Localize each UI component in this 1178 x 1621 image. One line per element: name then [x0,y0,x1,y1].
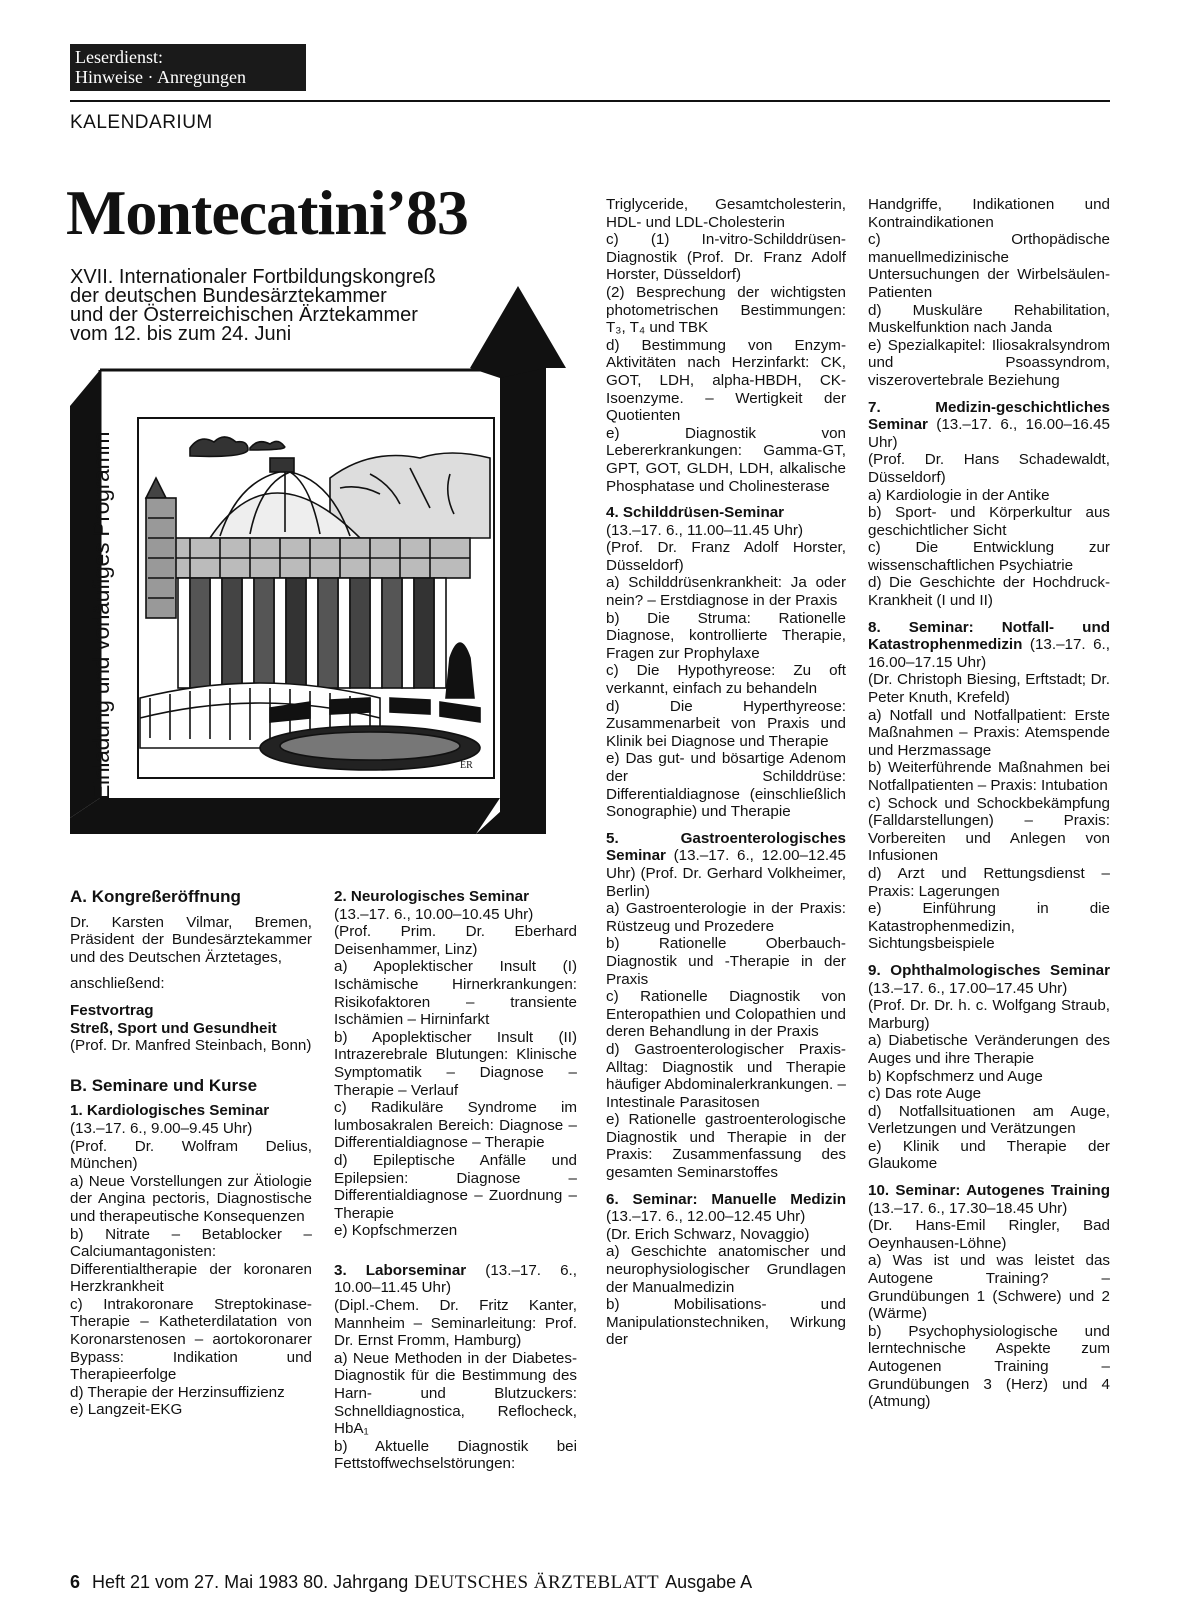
seminar-3-time: (13.–17. 6., 10.00–11.45 Uhr) [334,1261,577,1297]
opening-text: Dr. Karsten Vilmar, Bremen, Präsident der Bundesärztekammer und des Deutschen Ärztetages, [70,913,312,966]
seminar-8-heading: 8. Seminar: Notfall- und Katastrophenmedizin [868,618,1110,654]
keynote-title: Streß, Sport und Gesundheit [70,1019,277,1037]
seminar-line: e) Das gut- und bösartige Adenom der Schilddrüse: Differentialdiagnose (einschließlich Sonographie) und Therapie [606,750,846,821]
seminar-line: c) Radikuläre Syndrome im lumbosakralen Bereich: Diagnose – Differentialdiagnose – Therapie [334,1099,577,1152]
seminar-line: (13.–17. 6., 11.00–11.45 Uhr) [606,521,804,539]
seminar-line: c) Das rote Auge [868,1085,982,1103]
seminar-1-heading: 1. Kardiologisches Seminar [70,1102,270,1120]
header-rule [70,100,1110,102]
seminar-line: d) Die Geschichte der Hochdruck-Krankheit (I und II) [868,574,1110,610]
seminar-line: d) Epileptische Anfälle und Epilepsien: Diagnose – Differentialdiagnose – Zuordnung – Therapie [334,1151,577,1222]
seminar-line: c) Schock und Schockbekämpfung (Falldarstellungen) – Praxis: Vorbereiten und Anlegen von Infusionen [868,794,1110,865]
seminar-line: (Prof. Dr. Franz Adolf Horster, Düsseldorf) [606,539,846,574]
seminar-line: a) Neue Vorstellungen zur Ätiologie der Angina pectoris, Diagnostische und therapeutische Konsequenzen [70,1172,312,1225]
congress-subtitle [70,268,490,344]
magazine-name: DEUTSCHES ÄRZTEBLATT [414,1572,660,1593]
program-vertical-label: Einladung und vorläufiges Programm [88,431,114,800]
seminar-line: (13.–17. 6., 9.00–9.45 Uhr) [70,1119,253,1137]
seminar-6-heading: 6. Seminar: Manuelle Medizin [606,1190,846,1208]
seminar-9-time: (13.–17. 6., 17.00–17.45 Uhr) [868,979,1068,997]
seminar-6-time: (13.–17. 6., 12.00–12.45 Uhr) [606,1208,806,1226]
seminar-line: e) Langzeit-EKG [70,1401,183,1419]
subtitle-line: vom 12. bis zum 24. Juni [70,323,292,345]
seminar-line: c) Rationelle Diagnostik von Enteropathien und Colopathien und deren Behandlung in der Praxis [606,988,846,1041]
seminar-line: (Dr. Hans-Emil Ringler, Bad Oeynhausen-Löhne) [868,1217,1110,1252]
seminar-line: a) Apoplektischer Insult (I) Ischämische Hirnerkrankungen: Risikofaktoren – transiente Ischämien – Hirninfarkt [334,958,577,1029]
seminar-line: a) Gastroenterologie in der Praxis: Rüstzeug und Prozedere [606,900,846,935]
page-number: 6 [70,1572,81,1592]
seminar-line: (2) Besprechung der wichtigsten photometrischen Bestimmungen: T₃, T₄ und TBK [606,283,846,337]
subtitle-line: und der Österreichischen Ärztekammer [70,304,418,326]
badge-line-1: Leserdienst: [75,47,163,67]
section-b-heading: B. Seminare und Kurse [70,1075,258,1095]
seminar-line: b) Mobilisations- und Manipulationstechniken, Wirkung der [606,1296,846,1349]
subtitle-line: XVII. Internationaler Fortbildungskongreß [70,266,436,288]
seminar-line: d) Therapie der Herzinsuffizienz [70,1383,285,1401]
page-footer [70,1572,752,1594]
seminar-line: d) Bestimmung von Enzym-Aktivitäten nach Herzinfarkt: CK, GOT, LDH, alpha-HBDH, CK-Isoenzyme. – Wertigkeit der Quotienten [606,336,846,425]
seminar-line: a) Diabetische Veränderungen des Auges und ihre Therapie [868,1032,1110,1067]
seminar-line: b) Nitrate – Betablocker – Calciumantagonisten: Differentialtherapie der koronaren Herzkrankheit [70,1225,312,1296]
seminar-9-heading: 9. Ophthalmologisches Seminar [868,961,1110,979]
seminar-line: b) Psychophysiologische und lerntechnische Aspekte zum Autogenen Training – Grundübungen 3 (Herz) und 4 (Atmung) [868,1322,1110,1411]
seminar-line: Triglyceride, Gesamtcholesterin, HDL- und LDL-Cholesterin [606,196,846,231]
seminar-3-heading: 3. Laborseminar [334,1261,467,1279]
seminar-10-heading: 10. Seminar: Autogenes Training [868,1182,1110,1200]
seminar-line: b) Aktuelle Diagnostik bei Fettstoffwechselstörungen: [334,1437,577,1473]
seminar-line: d) Notfallsituationen am Auge, Verletzungen und Verätzungen [868,1102,1110,1138]
seminar-line: e) Spezialkapitel: Iliosakralsyndrom und Psoassyndrom, viszerovertebrale Beziehung [868,336,1110,389]
seminar-line: a) Was ist und was leistet das Autogene Training? – Grundübungen 1 (Schwere) und 2 (Wärme) [868,1252,1110,1323]
seminar-line: c) Intrakoronare Streptokinase-Therapie – Katheterdilatation von Koronarstenosen – aortokoronarer Bypass: Indikation und Therapieerfolge [70,1295,312,1384]
seminar-line: e) Kopfschmerzen [334,1222,458,1240]
seminar-line: a) Notfall und Notfallpatient: Erste Maßnahmen – Praxis: Atemspende und Herzmassage [868,706,1110,759]
seminar-line: b) Rationelle Oberbauch-Diagnostik und -Therapie in der Praxis [606,935,846,988]
keynote-label: Festvortrag [70,1001,154,1019]
seminar-2-heading: 2. Neurologisches Seminar [334,888,529,905]
seminar-line: b) Kopfschmerz und Auge [868,1067,1043,1085]
seminar-line: c) Die Entwicklung zur wissenschaftlichen Psychiatrie [868,539,1110,574]
column-1 [70,888,312,1419]
keynote-speaker: (Prof. Dr. Manfred Steinbach, Bonn) [70,1037,312,1055]
seminar-line: d) Die Hyperthyreose: Zusammenarbeit von Praxis und Klinik bei Diagnose und Therapie [606,697,846,750]
subtitle-line: der deutschen Bundesärztekammer [70,285,387,307]
seminar-4-heading: 4. Schilddrüsen-Seminar [606,504,785,522]
seminar-line: c) Die Hypothyreose: Zu oft verkannt, einfach zu behandeln [606,662,846,698]
seminar-line: (13.–17. 6., 10.00–10.45 Uhr) [334,905,534,923]
column-2 [334,888,577,1473]
seminar-line: e) Rationelle gastroenterologische Diagnostik und Therapie in der Praxis: Zusammenfassung des gesamten Seminarstoffes [606,1111,846,1182]
seminar-line: (Prof. Dr. Dr. h. c. Wolfgang Straub, Marburg) [868,997,1110,1032]
seminar-line: (Prof. Dr. Hans Schadewaldt, Düsseldorf) [868,451,1110,486]
reader-service-badge [70,44,306,91]
seminar-line: (Prof. Prim. Dr. Eberhard Deisenhammer, Linz) [334,923,577,958]
seminar-line: (Dr. Christoph Biesing, Erftstadt; Dr. Peter Knuth, Krefeld) [868,671,1110,707]
seminar-10-time: (13.–17. 6., 17.30–18.45 Uhr) [868,1199,1068,1217]
issue-info: Heft 21 vom 27. Mai 1983 80. Jahrgang [92,1572,409,1592]
seminar-line: c) Orthopädische manuellmedizinische Untersuchungen der Wirbelsäulen-Patienten [868,231,1110,301]
seminar-line: a) Geschichte anatomischer und neurophysiologischer Grundlagen der Manualmedizin [606,1243,846,1296]
page-title: Montecatini’83 [66,177,468,248]
seminar-line: a) Schilddrüsenkrankheit: Ja oder nein? – Erstdiagnose in der Praxis [606,574,846,610]
seminar-line: a) Kardiologie in der Antike [868,486,1050,504]
section-a-heading: A. Kongreßeröffnung [70,887,241,906]
seminar-7-heading: 7. Medizin-geschichtliches Seminar [868,398,1110,434]
seminar-line: e) Klinik und Therapie der Glaukome [868,1137,1110,1173]
seminar-line: d) Arzt und Rettungsdienst – Praxis: Lagerungen [868,864,1110,900]
seminar-line: b) Sport- und Körperkultur aus geschichtlicher Sicht [868,504,1110,539]
seminar-line: b) Apoplektischer Insult (II) Intrazerebrale Blutungen: Klinische Symptomatik – Diagnose – Therapie – Verlauf [334,1028,577,1099]
seminar-5-heading: 5. Gastroenterologisches Seminar [606,829,846,865]
seminar-line: Handgriffe, Indikationen und Kontraindikationen [868,196,1110,231]
badge-line-2: Hinweise · Anregungen [75,67,246,87]
seminar-8-time: (13.–17. 6., 16.00–17.15 Uhr) [868,636,1110,671]
seminar-line: b) Die Struma: Rationelle Diagnose, kontrollierte Therapie, Fragen zur Prophylaxe [606,609,846,662]
seminar-line: e) Einführung in die Katastrophenmedizin, Sichtungsbeispiele [868,900,1110,953]
section-label: KALENDARIUM [70,112,213,133]
column-3 [606,196,846,1349]
seminar-line: (Prof. Dr. Wolfram Delius, München) [70,1137,312,1173]
svg-text:ER: ER [460,760,473,771]
opening-then: anschließend: [70,975,165,993]
seminar-line: e) Diagnostik von Lebererkrankungen: Gamma-GT, GPT, GOT, GLDH, LDH, alkalische Phosphatase und Cholinesterase [606,424,846,495]
seminar-7-time: (13.–17. 6., 16.00–16.45 Uhr) [868,416,1110,451]
edition: Ausgabe A [665,1572,753,1592]
seminar-line: (Dipl.-Chem. Dr. Fritz Kanter, Mannheim – Seminarleitung: Prof. Dr. Ernst Fromm, Hamburg) [334,1297,577,1350]
column-4 [868,196,1110,1411]
seminar-line: b) Weiterführende Maßnahmen bei Notfallpatienten – Praxis: Intubation [868,759,1110,794]
seminar-line: a) Neue Methoden in der Diabetes-Diagnostik für die Bestimmung des Harn- und Blutzuckers: Schnelldiagnostica, Reflocheck, HbA₁ [334,1349,577,1438]
seminar-line: c) (1) In-vitro-Schilddrüsen-Diagnostik (Prof. Dr. Franz Adolf Horster, Düsseldorf) [606,231,846,284]
seminar-line: (Dr. Erich Schwarz, Novaggio) [606,1225,810,1243]
seminar-5-time: (13.–17. 6., 12.00–12.45 Uhr) (Prof. Dr. Gerhard Volkheimer, Berlin) [606,847,846,900]
seminar-line: d) Muskuläre Rehabilitation, Muskelfunktion nach Janda [868,301,1110,337]
promo-illustration [70,278,576,858]
seminar-line: d) Gastroenterologischer Praxis-Alltag: Diagnostik und Therapie häufiger Abdominalerkrankungen. – Intestinale Parasitosen [606,1040,846,1111]
